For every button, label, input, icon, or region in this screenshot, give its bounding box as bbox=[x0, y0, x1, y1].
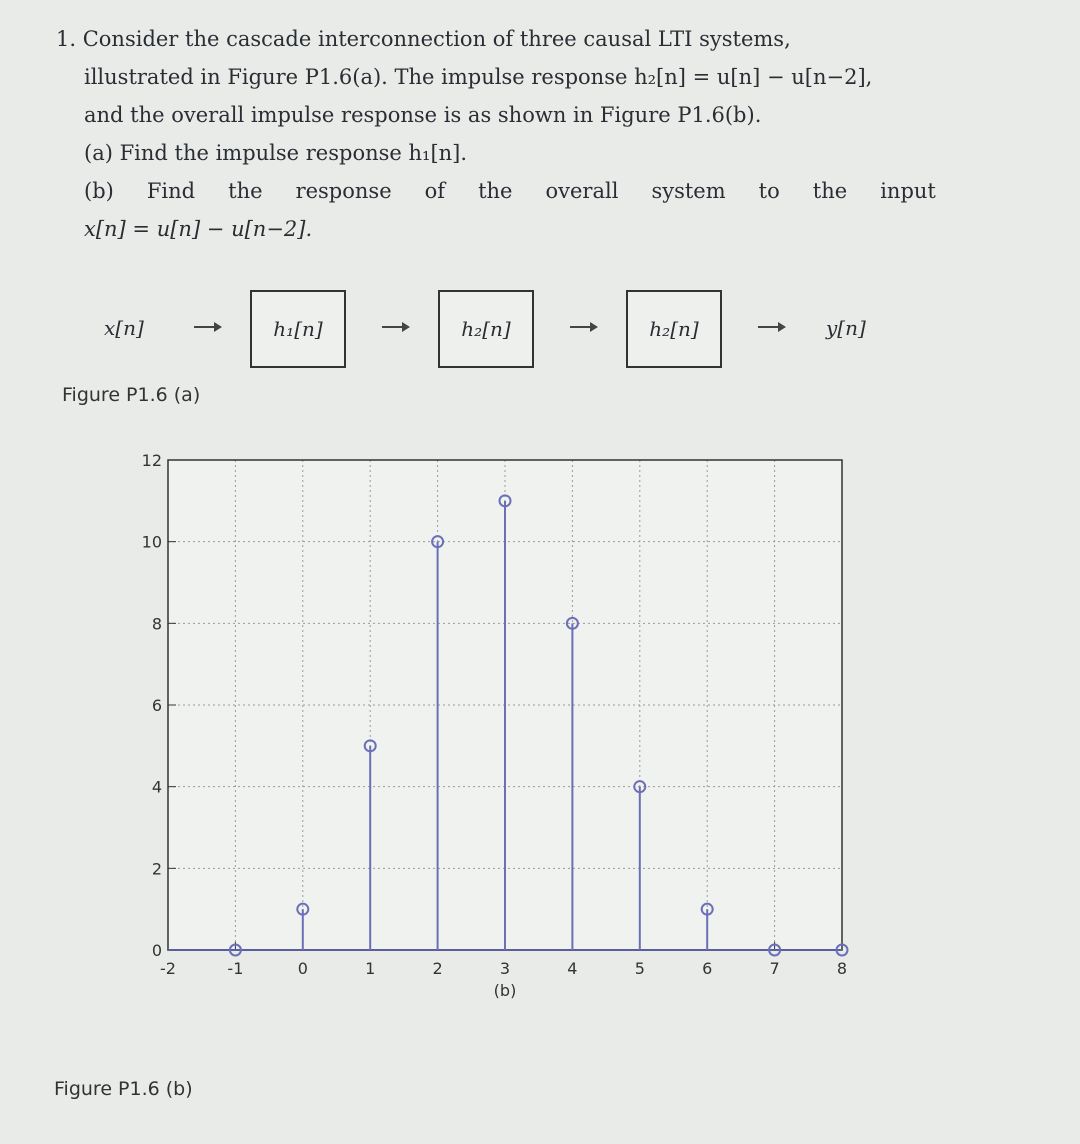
y-tick-label: 8 bbox=[151, 614, 162, 634]
input-signal-label: x[n] bbox=[104, 316, 144, 340]
y-tick-label: 12 bbox=[141, 451, 162, 470]
system-block-h2 bbox=[438, 290, 534, 368]
problem-line-3: and the overall impulse response is as shown in Figure P1.6(b). bbox=[84, 103, 762, 127]
problem-statement bbox=[56, 20, 936, 248]
output-signal-label: y[n] bbox=[826, 316, 866, 340]
x-tick-label: 3 bbox=[499, 959, 511, 978]
part-b-word: the bbox=[478, 179, 513, 203]
arrow-icon bbox=[382, 326, 408, 328]
system-block-h1 bbox=[250, 290, 346, 368]
system-block-h3 bbox=[626, 290, 722, 368]
figure-b-caption: Figure P1.6 (b) bbox=[54, 1078, 193, 1100]
part-b-word: to bbox=[758, 179, 780, 203]
arrow-icon bbox=[194, 326, 220, 328]
problem-line-2: illustrated in Figure P1.6(a). The impulse response h₂[n] = u[n] − u[n−2], bbox=[84, 65, 873, 89]
part-b-line-1 bbox=[56, 172, 936, 210]
y-tick-label: 2 bbox=[151, 859, 162, 879]
x-tick-label: -2 bbox=[160, 959, 176, 978]
part-b-word: input bbox=[880, 179, 936, 203]
y-tick-label: 0 bbox=[151, 941, 162, 960]
problem-line-1: 1. Consider the cascade interconnection of three causal LTI systems, bbox=[56, 27, 791, 51]
x-tick-label: 6 bbox=[702, 959, 713, 978]
x-tick-label: 4 bbox=[567, 959, 578, 978]
part-b-word: response bbox=[295, 179, 392, 203]
x-tick-label: 0 bbox=[297, 959, 308, 978]
part-a: (a) Find the impulse response h₁[n]. bbox=[84, 141, 468, 165]
part-b-word: the bbox=[812, 179, 848, 203]
x-tick-label: 1 bbox=[365, 959, 376, 978]
part-b-word: system bbox=[651, 179, 726, 203]
part-b-word: of bbox=[424, 179, 446, 203]
stem-plot-svg bbox=[0, 430, 1080, 1070]
x-tick-label: -1 bbox=[227, 959, 244, 978]
arrow-icon bbox=[758, 326, 784, 328]
block-diagram bbox=[0, 280, 1080, 380]
part-b-word: the bbox=[228, 179, 263, 203]
block-label: h₁[n] bbox=[273, 317, 323, 341]
y-tick-label: 10 bbox=[141, 532, 162, 552]
x-tick-label: 8 bbox=[836, 959, 848, 978]
part-b-line-2: x[n] = u[n] − u[n−2]. bbox=[84, 217, 313, 241]
part-b-word: (b) bbox=[84, 179, 114, 203]
block-label: h₂[n] bbox=[649, 317, 699, 341]
x-axis-label: (b) bbox=[493, 981, 517, 1000]
stem-plot bbox=[0, 430, 1080, 1070]
y-tick-label: 6 bbox=[151, 696, 162, 715]
figure-a-caption: Figure P1.6 (a) bbox=[62, 384, 201, 406]
y-tick-label: 4 bbox=[151, 777, 162, 797]
part-b-word: Find bbox=[146, 179, 196, 203]
x-tick-label: 7 bbox=[769, 959, 780, 978]
block-label: h₂[n] bbox=[461, 317, 511, 341]
part-b-word: overall bbox=[545, 179, 619, 203]
x-tick-label: 5 bbox=[634, 959, 645, 978]
x-tick-label: 2 bbox=[432, 959, 443, 978]
arrow-icon bbox=[570, 326, 596, 328]
